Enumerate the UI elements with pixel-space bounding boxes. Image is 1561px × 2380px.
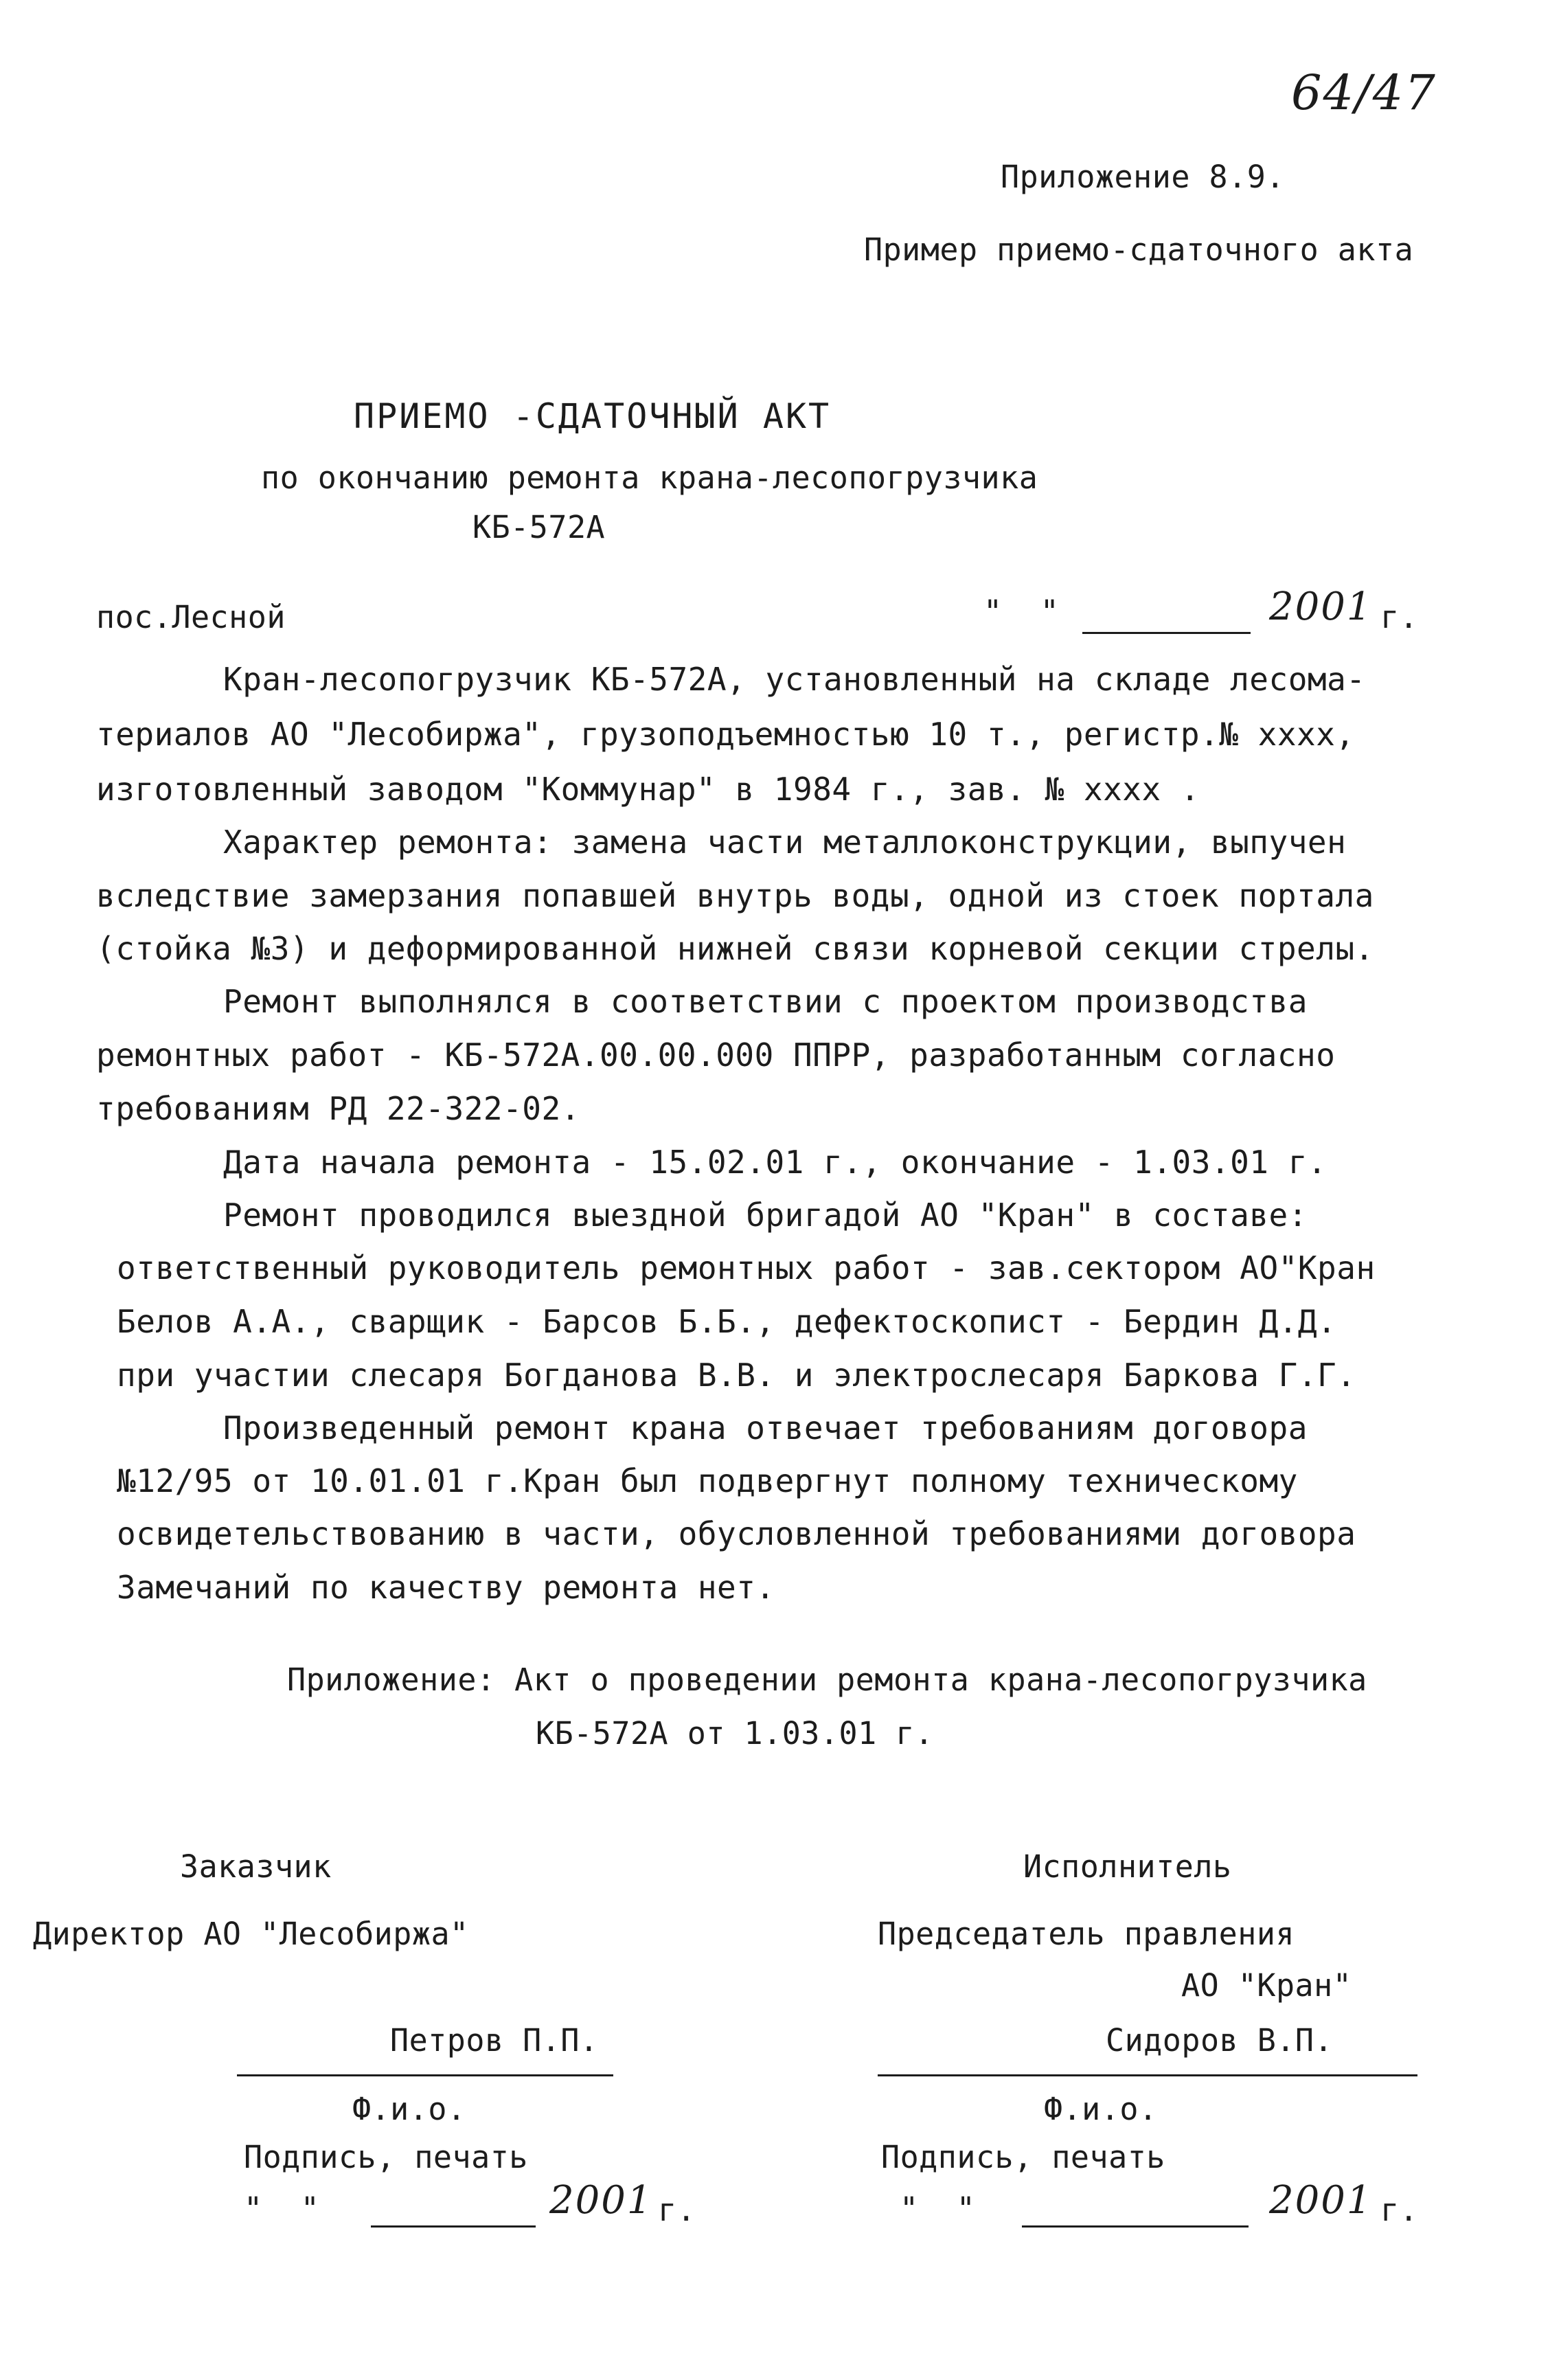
customer-name: Петров П.П.	[390, 2022, 599, 2059]
customer-date-quotes: " "	[244, 2190, 320, 2227]
body-line: Замечаний по качеству ремонта нет.	[117, 1569, 775, 1606]
appendix-label: Приложение 8.9.	[1001, 159, 1285, 195]
contractor-fio-label: Ф.и.о.	[1044, 2091, 1158, 2127]
place-label: пос.Лесной	[96, 599, 286, 635]
body-line: требованиям РД 22-322-02.	[96, 1090, 580, 1127]
customer-date-blank	[371, 2225, 536, 2228]
body-line: Белов А.А., сварщик - Барсов Б.Б., дефектоскопист - Бердин Д.Д.	[117, 1303, 1337, 1340]
contractor-sign-label: Подпись, печать	[881, 2139, 1165, 2175]
date-quotes: " "	[983, 593, 1060, 630]
customer-signature-line	[237, 2074, 613, 2076]
customer-date-year: 2001	[549, 2178, 653, 2223]
customer-sign-label: Подпись, печать	[244, 2139, 528, 2175]
attachment-line-2: КБ-572А от 1.03.01 г.	[536, 1715, 934, 1752]
body-line: Дата начала ремонта - 15.02.01 г., окончание - 1.03.01 г.	[223, 1144, 1328, 1181]
customer-date-suffix: г.	[658, 2192, 696, 2228]
contractor-position-line-2: АО "Кран"	[1181, 1967, 1352, 2004]
body-line: освидетельствованию в части, обусловленной требованиями договора	[117, 1515, 1356, 1552]
contractor-signature-line	[878, 2074, 1417, 2076]
document-subtitle: по окончанию ремонта крана-лесопогрузчика	[261, 460, 1038, 496]
customer-position: Директор АО "Лесобиржа"	[33, 1916, 469, 1952]
body-line: Ремонт проводился выездной бригадой АО "Кран" в составе:	[223, 1197, 1308, 1234]
example-caption: Пример приемо-сдаточного акта	[864, 231, 1414, 268]
contractor-date-blank	[1022, 2225, 1249, 2228]
contractor-date-suffix: г.	[1380, 2192, 1419, 2228]
date-year: 2001	[1269, 585, 1373, 629]
body-line: ответственный руководитель ремонтных работ - зав.сектором АО"Кран	[117, 1249, 1376, 1287]
date-blank-line	[1082, 632, 1251, 634]
contractor-name: Сидоров В.П.	[1106, 2022, 1334, 2059]
body-line: (стойка №3) и деформированной нижней связи корневой секции стрелы.	[96, 930, 1374, 967]
attachment-line-1: Приложение: Акт о проведении ремонта крана-лесопогрузчика	[287, 1662, 1367, 1698]
contractor-heading: Исполнитель	[1023, 1848, 1232, 1885]
contractor-date-quotes: " "	[900, 2190, 976, 2227]
document-title: ПРИЕМО -СДАТОЧНЫЙ АКТ	[354, 396, 832, 436]
contractor-position-line-1: Председатель правления	[878, 1916, 1295, 1952]
date-suffix: г.	[1380, 599, 1419, 635]
customer-heading: Заказчик	[180, 1848, 332, 1885]
body-line: ремонтных работ - КБ-572А.00.00.000 ППРР, разработанным согласно	[96, 1036, 1336, 1074]
body-line: №12/95 от 10.01.01 г.Кран был подвергнут полному техническому	[117, 1462, 1298, 1499]
customer-fio-label: Ф.и.о.	[352, 2091, 466, 2127]
body-line: при участии слесаря Богданова В.В. и электрослесаря Баркова Г.Г.	[117, 1357, 1356, 1394]
body-line: териалов АО "Лесобиржа", грузоподъемностью 10 т., регистр.№ хххх,	[96, 716, 1355, 753]
body-line: Кран-лесопогрузчик КБ-572А, установленный на складе лесома-	[223, 661, 1366, 698]
page-number: 64/47	[1291, 65, 1437, 121]
contractor-date-year: 2001	[1269, 2178, 1373, 2223]
body-line: Произведенный ремонт крана отвечает требованиям договора	[223, 1409, 1308, 1447]
body-line: вследствие замерзания попавшей внутрь воды, одной из стоек портала	[96, 877, 1374, 914]
crane-model: КБ-572А	[472, 509, 606, 545]
body-line: Ремонт выполнялся в соответствии с проектом производства	[223, 983, 1308, 1020]
body-line: Характер ремонта: замена части металлоконструкции, выпучен	[223, 824, 1347, 861]
body-line: изготовленный заводом "Коммунар" в 1984 г., зав. № хххх .	[96, 771, 1200, 808]
